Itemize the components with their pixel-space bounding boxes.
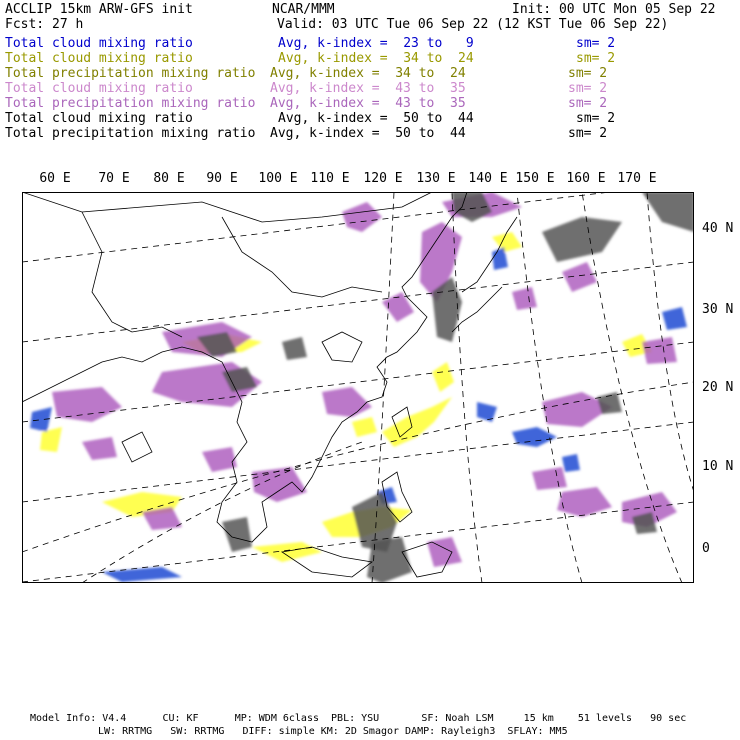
- model-title: ACCLIP 15km ARW-GFS init: [5, 2, 193, 17]
- model-info-line1: Model Info: V4.4 CU: KF MP: WDM 6class PBL: YSU SF: Noah LSM 15 km 51 levels 90 sec: [30, 713, 687, 724]
- field-avg: Avg, k-index = 50 to 44: [278, 111, 474, 126]
- field-sm: sm= 2: [568, 126, 608, 141]
- lat-label: 30 N: [702, 302, 734, 317]
- lon-label: 100 E: [258, 171, 298, 186]
- field-avg: Avg, k-index = 43 to 35: [270, 81, 466, 96]
- lat-label: 0: [702, 541, 710, 556]
- lon-label: 110 E: [310, 171, 350, 186]
- org-label: NCAR/MMM: [272, 2, 335, 17]
- lon-label: 170 E: [617, 171, 657, 186]
- field-sm: sm= 2: [576, 111, 616, 126]
- init-time: Init: 00 UTC Mon 05 Sep 22: [512, 2, 716, 17]
- field-avg: Avg, k-index = 23 to 9: [278, 36, 474, 51]
- lon-label: 80 E: [153, 171, 185, 186]
- lon-label: 160 E: [566, 171, 606, 186]
- field-avg: Avg, k-index = 50 to 44: [270, 126, 466, 141]
- field-sm: sm= 2: [576, 51, 616, 66]
- lat-label: 40 N: [702, 221, 734, 236]
- field-name: Total cloud mixing ratio: [5, 81, 193, 96]
- field-name: Total precipitation mixing ratio: [5, 126, 256, 141]
- field-sm: sm= 2: [576, 36, 616, 51]
- lon-label: 70 E: [98, 171, 130, 186]
- lat-label: 10 N: [702, 459, 734, 474]
- lon-label: 120 E: [363, 171, 403, 186]
- valid-time: Valid: 03 UTC Tue 06 Sep 22 (12 KST Tue 06 Sep 22): [277, 17, 669, 32]
- field-name: Total precipitation mixing ratio: [5, 96, 256, 111]
- field-name: Total precipitation mixing ratio: [5, 66, 256, 81]
- field-avg: Avg, k-index = 43 to 35: [270, 96, 466, 111]
- lon-label: 60 E: [39, 171, 71, 186]
- lon-label: 150 E: [515, 171, 555, 186]
- lat-label: 20 N: [702, 380, 734, 395]
- lon-label: 130 E: [416, 171, 456, 186]
- fcst-label: Fcst:: [5, 17, 45, 32]
- field-name: Total cloud mixing ratio: [5, 111, 193, 126]
- fcst-value: 27 h: [52, 17, 84, 32]
- field-name: Total cloud mixing ratio: [5, 51, 193, 66]
- field-sm: sm= 2: [568, 66, 608, 81]
- weather-map: [22, 192, 694, 583]
- field-sm: sm= 2: [568, 81, 608, 96]
- field-sm: sm= 2: [568, 96, 608, 111]
- field-avg: Avg, k-index = 34 to 24: [278, 51, 474, 66]
- model-info-line2: LW: RRTMG SW: RRTMG DIFF: simple KM: 2D Smagor DAMP: Rayleigh3 SFLAY: MM5: [98, 726, 568, 737]
- lon-label: 90 E: [206, 171, 238, 186]
- field-name: Total cloud mixing ratio: [5, 36, 193, 51]
- field-avg: Avg, k-index = 34 to 24: [270, 66, 466, 81]
- lon-label: 140 E: [468, 171, 508, 186]
